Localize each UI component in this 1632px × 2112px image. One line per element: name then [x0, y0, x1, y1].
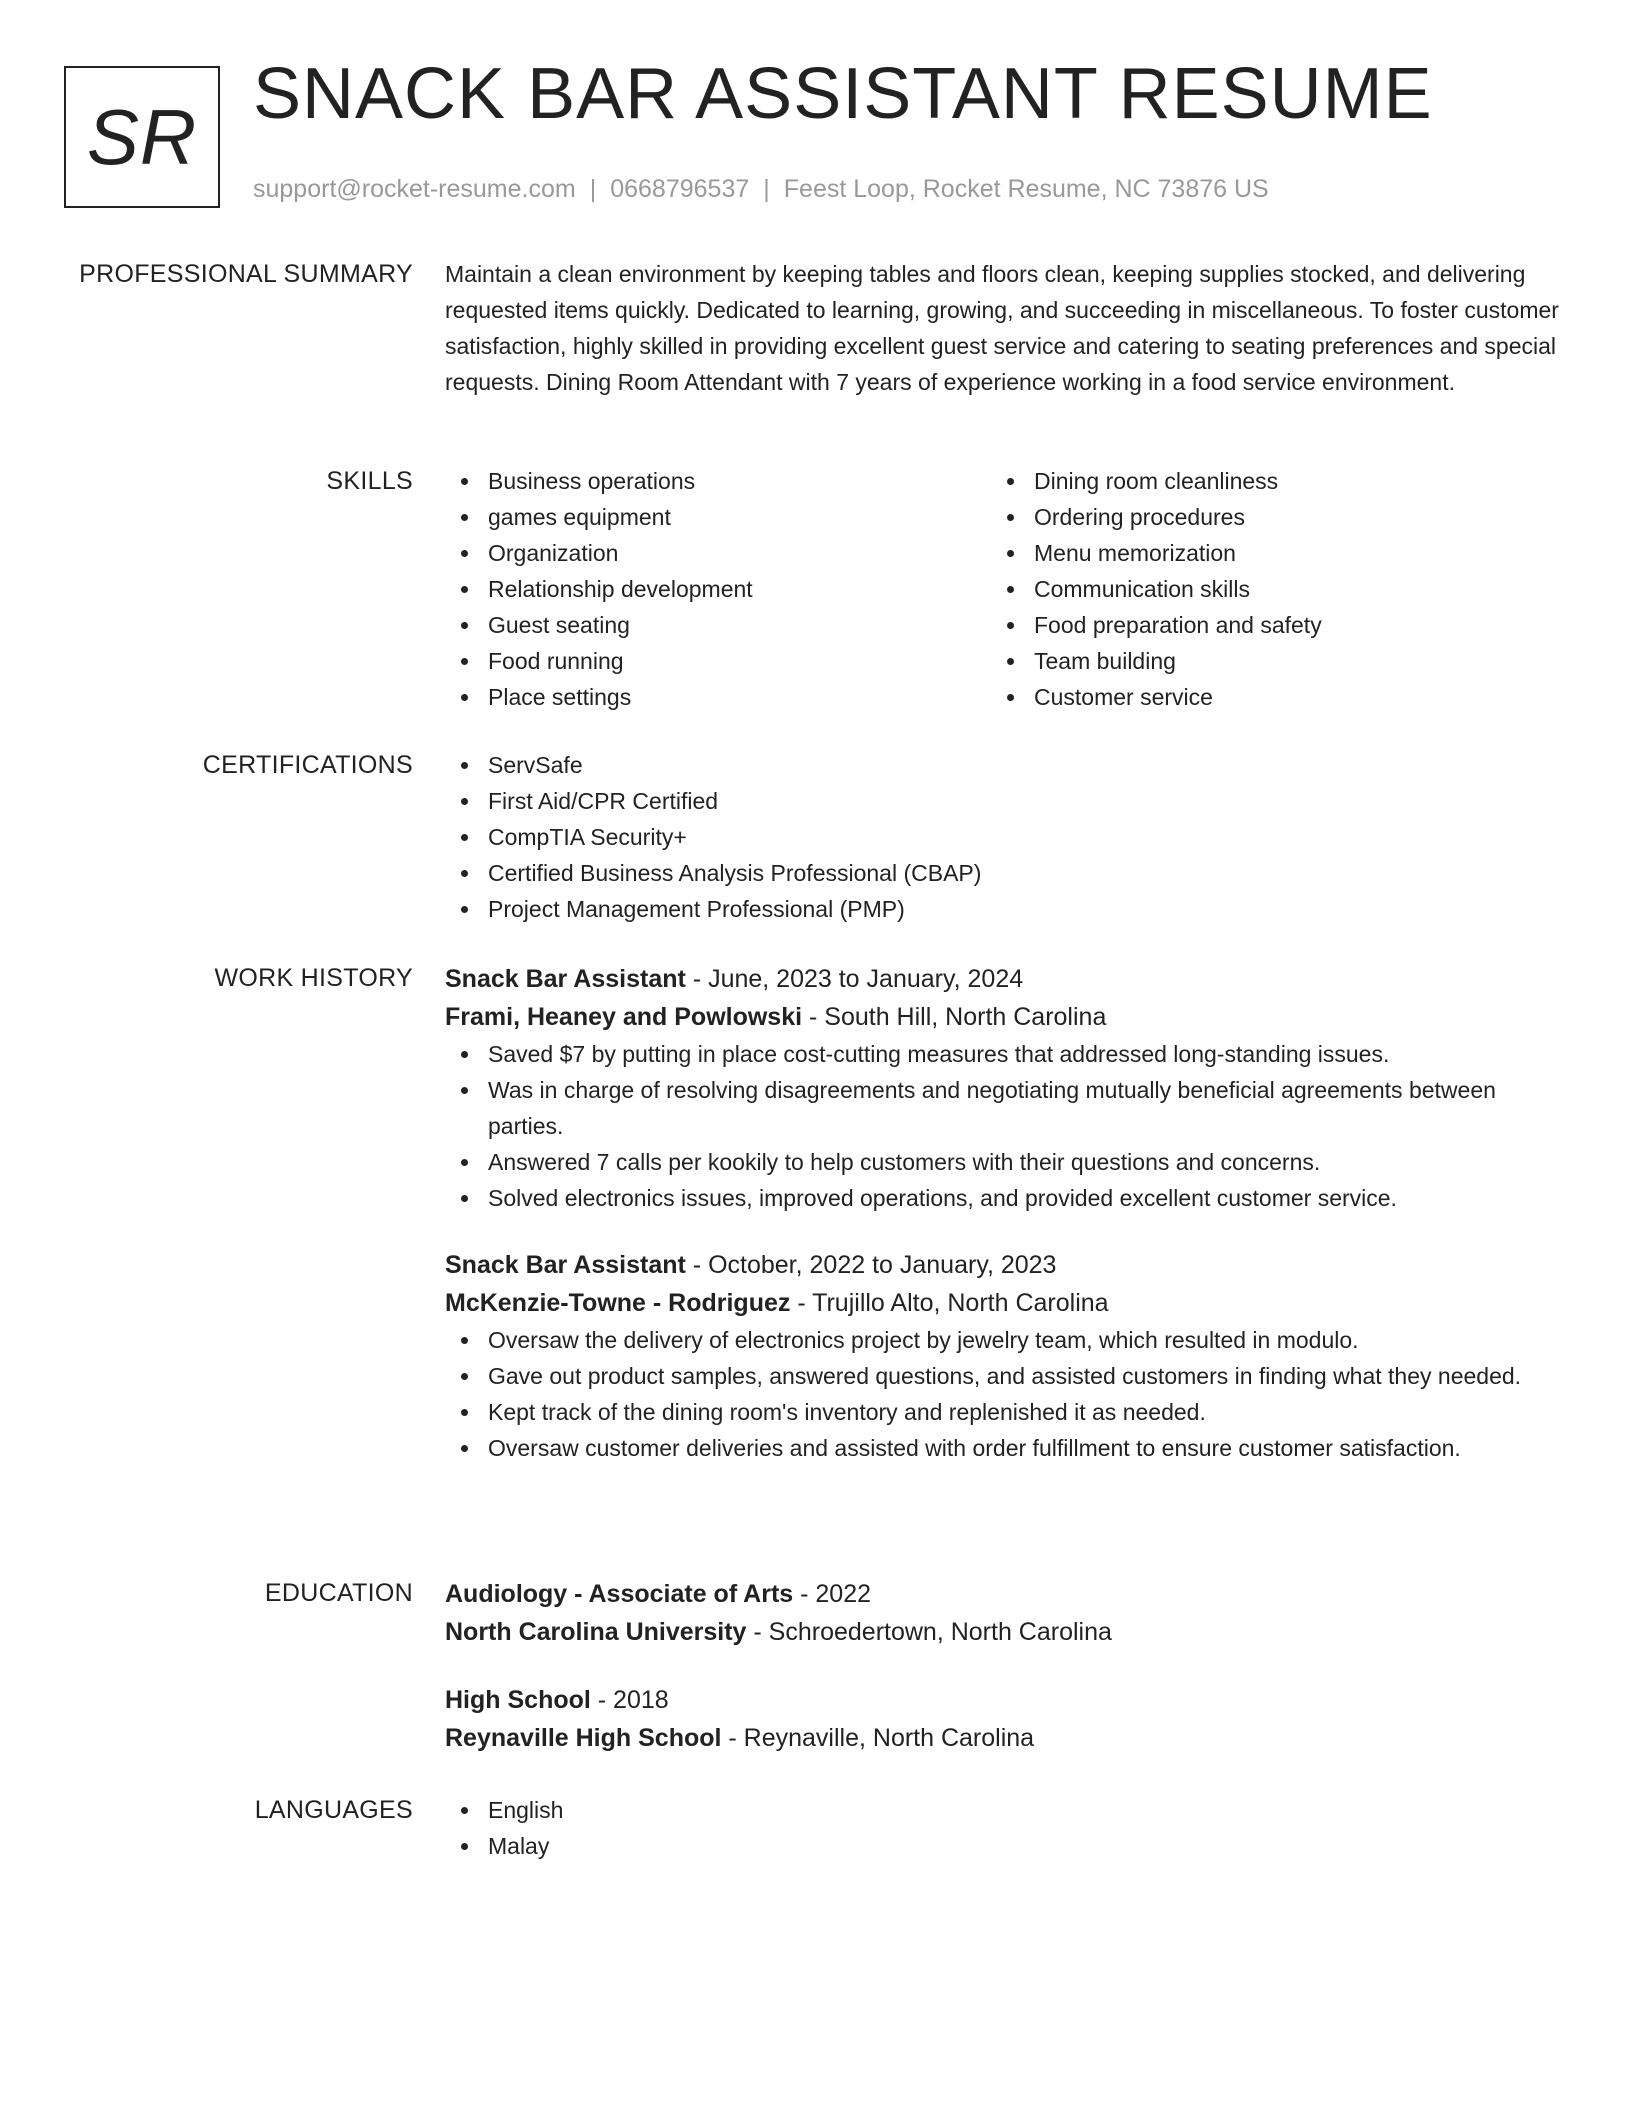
- language-item: Malay: [445, 1828, 1565, 1864]
- education-entry: [445, 1681, 1565, 1757]
- section-title-work-history: WORK HISTORY: [214, 964, 413, 992]
- skill-item: Dining room cleanliness: [991, 463, 1537, 499]
- job-location: - Trujillo Alto, North Carolina: [790, 1289, 1109, 1317]
- education-degree: Audiology - Associate of Arts: [445, 1580, 794, 1608]
- resume-title: SNACK BAR ASSISTANT RESUME: [253, 54, 1433, 134]
- section-title-summary: PROFESSIONAL SUMMARY: [79, 260, 413, 288]
- skill-item: Customer service: [991, 679, 1537, 715]
- education-year: - 2018: [590, 1686, 669, 1714]
- skill-item: Team building: [991, 643, 1537, 679]
- education-location: - Schroedertown, North Carolina: [746, 1618, 1112, 1646]
- section-title-education: EDUCATION: [264, 1579, 413, 1607]
- job-company-line: [445, 998, 1565, 1036]
- education-school-line: [445, 1613, 1565, 1651]
- job-company: McKenzie-Towne - Rodriguez: [445, 1289, 791, 1317]
- skill-item: Relationship development: [445, 571, 991, 607]
- job-duties-list: [445, 1036, 1565, 1216]
- contact-address: Feest Loop, Rocket Resume, NC 73876 US: [783, 175, 1269, 203]
- job-company-line: [445, 1284, 1565, 1322]
- job-title-line: [445, 1246, 1565, 1284]
- skill-item: Food running: [445, 643, 991, 679]
- skill-item: Organization: [445, 535, 991, 571]
- job-company: Frami, Heaney and Powlowski: [445, 1003, 803, 1031]
- job-duty-item: Kept track of the dining room's inventory and replenished it as needed.: [445, 1394, 1565, 1430]
- summary-text: Maintain a clean environment by keeping tables and floors clean, keeping supplies stocked, and delivering requested items quickly. Dedicated to learning, growing, and succeeding in miscellaneous. To foster customer satisfaction, highly skilled in providing excellent guest service and catering to seating preferences and special requests. Dining Room Attendant with 7 years of experience working in a food service environment.: [445, 261, 1559, 395]
- language-item: English: [445, 1792, 1565, 1828]
- education-degree-line: [445, 1681, 1565, 1719]
- job-role: Snack Bar Assistant: [445, 965, 686, 993]
- certifications-list: [445, 747, 1565, 927]
- skill-item: Communication skills: [991, 571, 1537, 607]
- contact-line: [253, 175, 1269, 204]
- certifications-body: [445, 747, 1565, 927]
- certification-item: Certified Business Analysis Professional (CBAP): [445, 855, 1565, 891]
- job-duty-item: Answered 7 calls per kookily to help customers with their questions and concerns.: [445, 1144, 1565, 1180]
- job-location: - South Hill, North Carolina: [802, 1003, 1107, 1031]
- section-title-certifications: CERTIFICATIONS: [202, 751, 413, 779]
- job-duty-item: Was in charge of resolving disagreements and negotiating mutually beneficial agreements between parties.: [445, 1072, 1565, 1144]
- job-title-line: [445, 960, 1565, 998]
- contact-email: support@rocket-resume.com: [253, 175, 576, 203]
- job-dates: - October, 2022 to January, 2023: [685, 1251, 1057, 1279]
- skills-list-left: [445, 463, 991, 715]
- education-school: Reynaville High School: [445, 1724, 722, 1752]
- job-duty-item: Saved $7 by putting in place cost-cutting measures that addressed long-standing issues.: [445, 1036, 1565, 1072]
- skill-item: Menu memorization: [991, 535, 1537, 571]
- contact-separator: |: [589, 175, 597, 203]
- education-degree-line: [445, 1575, 1565, 1613]
- section-title-skills: SKILLS: [326, 467, 413, 495]
- section-title-languages: LANGUAGES: [254, 1796, 413, 1824]
- contact-phone: 0668796537: [610, 175, 750, 203]
- contact-separator: |: [763, 175, 770, 203]
- skill-item: Guest seating: [445, 607, 991, 643]
- education-location: - Reynaville, North Carolina: [721, 1724, 1035, 1752]
- certification-item: First Aid/CPR Certified: [445, 783, 1565, 819]
- education-body: [445, 1575, 1565, 1787]
- job-role: Snack Bar Assistant: [445, 1251, 686, 1279]
- job-duty-item: Oversaw the delivery of electronics project by jewelry team, which resulted in modulo.: [445, 1322, 1565, 1358]
- skill-item: games equipment: [445, 499, 991, 535]
- work-history-body: [445, 960, 1565, 1496]
- skill-item: Ordering procedures: [991, 499, 1537, 535]
- job-duty-item: Solved electronics issues, improved operations, and provided excellent customer service.: [445, 1180, 1565, 1216]
- skills-list-right: [991, 463, 1537, 715]
- education-degree: High School: [445, 1686, 591, 1714]
- skill-item: Business operations: [445, 463, 991, 499]
- education-year: - 2022: [793, 1580, 872, 1608]
- job-entry: [445, 1246, 1565, 1466]
- education-school: North Carolina University: [445, 1618, 747, 1646]
- skill-item: Place settings: [445, 679, 991, 715]
- skill-item: Food preparation and safety: [991, 607, 1537, 643]
- job-entry: [445, 960, 1565, 1216]
- certification-item: ServSafe: [445, 747, 1565, 783]
- job-dates: - June, 2023 to January, 2024: [685, 965, 1024, 993]
- summary-body: [445, 256, 1565, 400]
- job-duty-item: Oversaw customer deliveries and assisted with order fulfillment to ensure customer satisfaction.: [445, 1430, 1565, 1466]
- monogram-logo: SR: [64, 66, 220, 208]
- certification-item: Project Management Professional (PMP): [445, 891, 1565, 927]
- languages-list: [445, 1792, 1565, 1864]
- certification-item: CompTIA Security+: [445, 819, 1565, 855]
- education-school-line: [445, 1719, 1565, 1757]
- languages-body: [445, 1792, 1565, 1864]
- job-duty-item: Gave out product samples, answered questions, and assisted customers in finding what they needed.: [445, 1358, 1565, 1394]
- skills-body: [445, 463, 1565, 715]
- education-entry: [445, 1575, 1565, 1651]
- job-duties-list: [445, 1322, 1565, 1466]
